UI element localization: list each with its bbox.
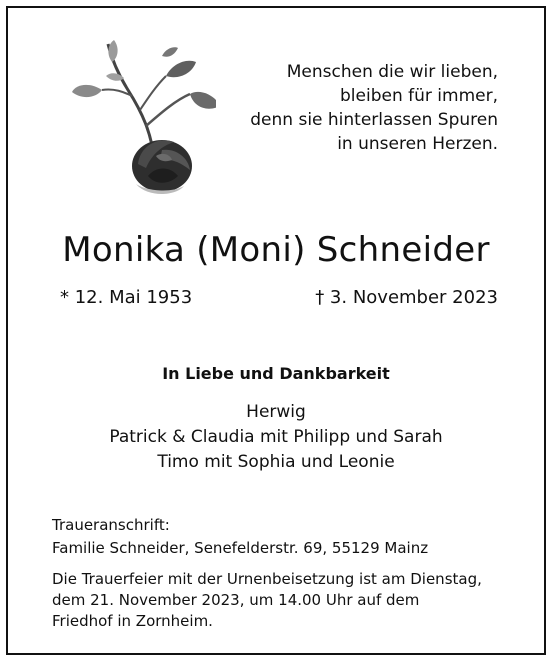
memorial-quote: [250, 60, 498, 156]
ceremony-info: [52, 569, 522, 632]
mourners-heading: In Liebe und Dankbarkeit: [162, 364, 390, 383]
ceremony-line: Die Trauerfeier mit der Urnenbeisetzung ist am Dienstag,: [52, 570, 482, 588]
quote-line: bleiben für immer,: [340, 86, 498, 106]
address-value: Familie Schneider, Senefelderstr. 69, 55129 Mainz: [52, 539, 429, 557]
mourners-list: [8, 400, 544, 475]
quote-line: denn sie hinterlassen Spuren: [250, 110, 498, 130]
quote-line: Menschen die wir lieben,: [286, 62, 498, 82]
birth-date: * 12. Mai 1953: [60, 287, 193, 308]
rose-icon: [66, 38, 216, 198]
mourner-line: Timo mit Sophia und Leonie: [157, 452, 395, 472]
ceremony-line: dem 21. November 2023, um 14.00 Uhr auf dem: [52, 591, 420, 609]
mourner-line: Herwig: [246, 402, 306, 422]
deceased-name: Monika (Moni) Schneider: [62, 230, 490, 270]
quote-line: in unseren Herzen.: [337, 134, 498, 154]
death-date: † 3. November 2023: [315, 287, 498, 308]
mourner-line: Patrick & Claudia mit Philipp und Sarah: [109, 427, 443, 447]
ceremony-line: Friedhof in Zornheim.: [52, 612, 213, 630]
obituary-notice: [6, 6, 546, 655]
address-label: Traueranschrift:: [52, 516, 170, 534]
